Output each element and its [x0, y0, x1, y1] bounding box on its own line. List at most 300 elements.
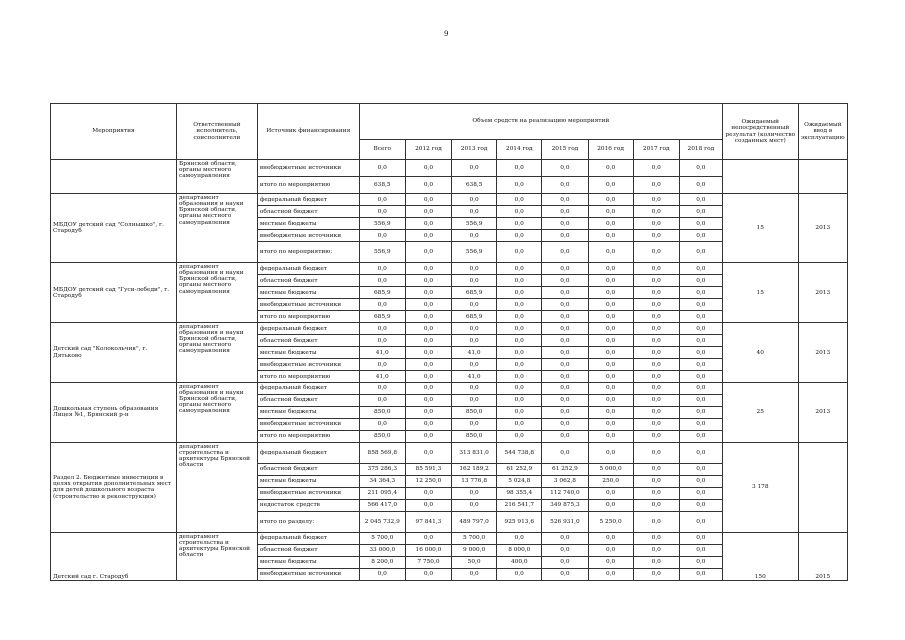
value-cell: 0,0 [405, 323, 451, 335]
event-cell: Детский сад г. Стародуб [51, 532, 177, 580]
value-cell: 0,0 [633, 242, 679, 263]
value-cell: 0,0 [633, 275, 679, 287]
source-cell: внебюджетные источники [257, 568, 359, 580]
value-cell: 0,0 [497, 287, 542, 299]
value-cell: 0,0 [633, 287, 679, 299]
value-cell: 0,0 [588, 160, 633, 177]
header-year-2012: 2012 год [405, 140, 451, 160]
value-cell: 0,0 [588, 177, 633, 194]
value-cell: 0,0 [679, 499, 722, 511]
value-cell: 12 250,0 [405, 475, 451, 487]
value-cell: 0,0 [405, 347, 451, 359]
value-cell: 0,0 [633, 430, 679, 442]
executor-cell: департамент строительства и архитектуры Брянской области [176, 532, 257, 580]
value-cell: 0,0 [497, 335, 542, 347]
header-row-1 [51, 104, 848, 140]
value-cell: 0,0 [405, 442, 451, 463]
value-cell: 544 738,8 [497, 442, 542, 463]
value-cell: 0,0 [405, 206, 451, 218]
header-commissioning: Ожидаемый ввод в эксплуатацию [798, 104, 847, 160]
value-cell: 3 062,8 [542, 475, 588, 487]
value-cell: 0,0 [405, 218, 451, 230]
value-cell: 0,0 [542, 206, 588, 218]
value-cell: 638,5 [452, 177, 497, 194]
value-cell: 0,0 [497, 194, 542, 206]
commissioning-cell: 2013 [798, 263, 847, 323]
value-cell: 526 931,0 [542, 511, 588, 532]
value-cell: 0,0 [679, 335, 722, 347]
value-cell: 0,0 [679, 311, 722, 323]
value-cell: 0,0 [633, 383, 679, 395]
value-cell: 0,0 [405, 407, 451, 419]
commissioning-cell: 2013 [798, 323, 847, 383]
value-cell: 0,0 [359, 418, 405, 430]
result-cell: 150 [722, 532, 798, 580]
value-cell: 349 875,3 [542, 499, 588, 511]
table-row [51, 194, 848, 206]
value-cell: 0,0 [679, 395, 722, 407]
value-cell: 0,0 [679, 532, 722, 544]
value-cell: 0,0 [679, 371, 722, 383]
value-cell: 0,0 [679, 218, 722, 230]
value-cell: 0,0 [588, 371, 633, 383]
value-cell: 0,0 [633, 160, 679, 177]
value-cell: 0,0 [542, 418, 588, 430]
value-cell: 0,0 [497, 242, 542, 263]
value-cell: 0,0 [497, 347, 542, 359]
header-event: Мероприятия [51, 104, 177, 160]
event-cell: Раздел 2. Бюджетные инвестиции в целях открытия дополнительных мест для детей дошкольного возраста (строительство и реконструкция) [51, 442, 177, 532]
header-executor: Ответственный исполнитель, соисполнители [176, 104, 257, 160]
value-cell: 0,0 [588, 532, 633, 544]
value-cell: 0,0 [679, 177, 722, 194]
executor-cell: департамент строительства и архитектуры Брянской области [176, 442, 257, 532]
value-cell: 0,0 [588, 568, 633, 580]
value-cell: 5 250,0 [588, 511, 633, 532]
value-cell: 13 776,8 [452, 475, 497, 487]
value-cell: 685,9 [359, 311, 405, 323]
value-cell: 216 541,7 [497, 499, 542, 511]
value-cell: 0,0 [633, 544, 679, 556]
value-cell: 0,0 [497, 323, 542, 335]
value-cell: 34 364,3 [359, 475, 405, 487]
event-cell: МБДОУ детский сад "Гуси-лебеди", г. Стародуб [51, 263, 177, 323]
source-cell: местные бюджеты [257, 287, 359, 299]
event-cell: МБДОУ детский сад "Солнышко", г. Стародуб [51, 194, 177, 263]
value-cell: 0,0 [679, 160, 722, 177]
value-cell: 41,0 [452, 347, 497, 359]
value-cell: 0,0 [359, 323, 405, 335]
value-cell: 0,0 [588, 359, 633, 371]
value-cell: 0,0 [497, 418, 542, 430]
value-cell: 0,0 [542, 194, 588, 206]
value-cell: 0,0 [359, 206, 405, 218]
value-cell: 0,0 [679, 430, 722, 442]
value-cell: 0,0 [633, 218, 679, 230]
value-cell: 375 286,3 [359, 463, 405, 475]
value-cell: 85 591,3 [405, 463, 451, 475]
table-row [51, 263, 848, 275]
source-cell: итого по мероприятию [257, 177, 359, 194]
value-cell: 0,0 [542, 160, 588, 177]
value-cell: 0,0 [633, 407, 679, 419]
value-cell: 0,0 [588, 418, 633, 430]
value-cell: 0,0 [405, 568, 451, 580]
value-cell: 41,0 [452, 371, 497, 383]
table-row [51, 442, 848, 463]
result-cell [722, 160, 798, 194]
value-cell: 0,0 [405, 177, 451, 194]
value-cell: 0,0 [633, 418, 679, 430]
value-cell: 0,0 [679, 275, 722, 287]
value-cell: 0,0 [542, 299, 588, 311]
source-cell: итого по мероприятию [257, 371, 359, 383]
value-cell: 0,0 [633, 359, 679, 371]
value-cell: 685,9 [359, 287, 405, 299]
source-cell: местные бюджеты [257, 475, 359, 487]
value-cell: 0,0 [588, 347, 633, 359]
value-cell: 5 000,0 [588, 463, 633, 475]
value-cell: 0,0 [633, 568, 679, 580]
value-cell: 0,0 [679, 347, 722, 359]
value-cell: 925 913,6 [497, 511, 542, 532]
source-cell: местные бюджеты [257, 556, 359, 568]
commissioning-cell: 2013 [798, 383, 847, 443]
header-funds: Объем средств на реализацию мероприятий [359, 104, 722, 140]
value-cell: 0,0 [359, 275, 405, 287]
table-row [51, 160, 848, 177]
value-cell: 0,0 [633, 206, 679, 218]
value-cell: 41,0 [359, 371, 405, 383]
value-cell: 0,0 [633, 499, 679, 511]
value-cell: 0,0 [588, 383, 633, 395]
value-cell: 0,0 [588, 335, 633, 347]
value-cell: 0,0 [542, 532, 588, 544]
value-cell: 0,0 [359, 194, 405, 206]
value-cell: 0,0 [588, 442, 633, 463]
executor-cell: департамент образования и науки Брянской области, органы местного самоуправления [176, 323, 257, 383]
value-cell: 0,0 [452, 323, 497, 335]
source-cell: итого по разделу: [257, 511, 359, 532]
source-cell: областной бюджет [257, 206, 359, 218]
value-cell: 0,0 [588, 323, 633, 335]
value-cell: 0,0 [679, 511, 722, 532]
source-cell: федеральный бюджет [257, 323, 359, 335]
value-cell: 0,0 [542, 335, 588, 347]
source-cell: федеральный бюджет [257, 194, 359, 206]
value-cell: 0,0 [405, 287, 451, 299]
source-cell: областной бюджет [257, 275, 359, 287]
value-cell: 162 189,2 [452, 463, 497, 475]
value-cell: 0,0 [588, 544, 633, 556]
value-cell: 685,9 [452, 311, 497, 323]
value-cell: 0,0 [359, 359, 405, 371]
value-cell: 0,0 [452, 499, 497, 511]
value-cell: 0,0 [588, 487, 633, 499]
value-cell: 41,0 [359, 347, 405, 359]
value-cell: 0,0 [405, 242, 451, 263]
value-cell: 400,0 [497, 556, 542, 568]
value-cell: 638,5 [359, 177, 405, 194]
value-cell: 0,0 [497, 177, 542, 194]
value-cell: 0,0 [633, 442, 679, 463]
value-cell: 0,0 [542, 395, 588, 407]
value-cell: 0,0 [359, 335, 405, 347]
value-cell: 858 569,8 [359, 442, 405, 463]
value-cell: 0,0 [679, 383, 722, 395]
value-cell: 0,0 [497, 206, 542, 218]
table-row [51, 383, 848, 395]
event-cell: Дошкольная ступень образования Лицея №1, Брянский р-н [51, 383, 177, 443]
value-cell: 556,9 [452, 242, 497, 263]
value-cell: 0,0 [588, 499, 633, 511]
value-cell: 98 355,4 [497, 487, 542, 499]
value-cell: 0,0 [679, 359, 722, 371]
value-cell: 0,0 [542, 311, 588, 323]
page-number: 9 [444, 30, 449, 38]
source-cell: местные бюджеты [257, 218, 359, 230]
value-cell: 33 000,0 [359, 544, 405, 556]
value-cell: 0,0 [497, 218, 542, 230]
value-cell: 0,0 [679, 194, 722, 206]
value-cell: 5 700,0 [452, 532, 497, 544]
value-cell: 0,0 [633, 556, 679, 568]
value-cell: 313 831,0 [452, 442, 497, 463]
value-cell: 8 200,0 [359, 556, 405, 568]
value-cell: 0,0 [588, 430, 633, 442]
value-cell: 0,0 [679, 299, 722, 311]
value-cell: 0,0 [497, 430, 542, 442]
source-cell: внебюджетные источники [257, 230, 359, 242]
value-cell: 0,0 [405, 194, 451, 206]
value-cell: 0,0 [588, 230, 633, 242]
value-cell: 0,0 [405, 230, 451, 242]
source-cell: местные бюджеты [257, 407, 359, 419]
value-cell: 0,0 [405, 430, 451, 442]
value-cell: 0,0 [405, 359, 451, 371]
value-cell: 0,0 [405, 383, 451, 395]
value-cell: 0,0 [497, 160, 542, 177]
value-cell: 0,0 [359, 263, 405, 275]
value-cell: 0,0 [497, 299, 542, 311]
value-cell: 556,9 [452, 218, 497, 230]
value-cell: 0,0 [542, 383, 588, 395]
value-cell: 0,0 [542, 556, 588, 568]
value-cell: 0,0 [452, 568, 497, 580]
value-cell: 0,0 [679, 544, 722, 556]
value-cell: 0,0 [497, 371, 542, 383]
value-cell: 0,0 [359, 299, 405, 311]
value-cell: 0,0 [542, 275, 588, 287]
value-cell: 850,0 [452, 407, 497, 419]
source-cell: итого по мероприятию [257, 311, 359, 323]
value-cell: 0,0 [679, 242, 722, 263]
value-cell: 0,0 [452, 230, 497, 242]
value-cell: 250,0 [588, 475, 633, 487]
result-cell: 15 [722, 263, 798, 323]
value-cell: 0,0 [359, 395, 405, 407]
value-cell: 211 095,4 [359, 487, 405, 499]
value-cell: 0,0 [588, 194, 633, 206]
value-cell: 0,0 [405, 275, 451, 287]
value-cell: 0,0 [359, 383, 405, 395]
value-cell: 0,0 [452, 383, 497, 395]
value-cell: 50,0 [452, 556, 497, 568]
value-cell: 61 252,9 [542, 463, 588, 475]
value-cell: 0,0 [497, 568, 542, 580]
commissioning-cell [798, 160, 847, 194]
value-cell: 0,0 [633, 177, 679, 194]
value-cell: 566 417,0 [359, 499, 405, 511]
value-cell: 0,0 [359, 160, 405, 177]
value-cell: 0,0 [405, 532, 451, 544]
commissioning-cell: 2013 [798, 194, 847, 263]
source-cell: федеральный бюджет [257, 442, 359, 463]
value-cell: 556,9 [359, 242, 405, 263]
value-cell: 0,0 [588, 395, 633, 407]
value-cell: 112 740,0 [542, 487, 588, 499]
value-cell: 0,0 [633, 263, 679, 275]
source-cell: внебюджетные источники [257, 487, 359, 499]
value-cell: 0,0 [588, 287, 633, 299]
value-cell: 0,0 [633, 347, 679, 359]
header-year-2014: 2014 год [497, 140, 542, 160]
value-cell: 0,0 [679, 230, 722, 242]
value-cell: 0,0 [497, 407, 542, 419]
value-cell: 0,0 [452, 194, 497, 206]
value-cell: 850,0 [359, 430, 405, 442]
header-year-2017: 2017 год [633, 140, 679, 160]
value-cell: 0,0 [542, 544, 588, 556]
value-cell: 0,0 [405, 487, 451, 499]
value-cell: 0,0 [633, 511, 679, 532]
header-year-total: Всего [359, 140, 405, 160]
value-cell: 0,0 [405, 395, 451, 407]
value-cell: 0,0 [359, 568, 405, 580]
value-cell: 0,0 [405, 335, 451, 347]
value-cell: 0,0 [588, 206, 633, 218]
value-cell: 0,0 [679, 475, 722, 487]
value-cell: 0,0 [679, 206, 722, 218]
value-cell: 0,0 [542, 218, 588, 230]
source-cell: федеральный бюджет [257, 532, 359, 544]
value-cell: 850,0 [359, 407, 405, 419]
value-cell: 0,0 [633, 323, 679, 335]
value-cell: 0,0 [679, 287, 722, 299]
value-cell: 0,0 [633, 299, 679, 311]
value-cell: 0,0 [588, 242, 633, 263]
executor-cell: департамент образования и науки Брянской области, органы местного самоуправления [176, 194, 257, 263]
value-cell: 0,0 [542, 263, 588, 275]
result-cell: 25 [722, 383, 798, 443]
value-cell: 0,0 [452, 359, 497, 371]
value-cell: 0,0 [679, 568, 722, 580]
value-cell: 0,0 [588, 275, 633, 287]
source-cell: внебюджетные источники [257, 160, 359, 177]
result-cell: 3 178 [722, 442, 798, 532]
value-cell: 0,0 [633, 395, 679, 407]
source-cell: федеральный бюджет [257, 263, 359, 275]
value-cell: 0,0 [452, 418, 497, 430]
value-cell: 0,0 [679, 463, 722, 475]
commissioning-cell: 2015 [798, 532, 847, 580]
value-cell: 0,0 [497, 275, 542, 287]
value-cell: 0,0 [497, 311, 542, 323]
value-cell: 8 000,0 [497, 544, 542, 556]
value-cell: 2 045 732,9 [359, 511, 405, 532]
executor-cell: Брянской области, органы местного самоуправления [176, 160, 257, 194]
value-cell: 9 000,0 [452, 544, 497, 556]
value-cell: 0,0 [497, 359, 542, 371]
value-cell: 0,0 [542, 230, 588, 242]
value-cell: 0,0 [633, 475, 679, 487]
event-cell [51, 160, 177, 194]
value-cell: 489 797,0 [452, 511, 497, 532]
source-cell: внебюджетные источники [257, 418, 359, 430]
value-cell: 0,0 [542, 430, 588, 442]
value-cell: 0,0 [405, 311, 451, 323]
value-cell: 0,0 [405, 371, 451, 383]
value-cell: 61 252,9 [497, 463, 542, 475]
value-cell: 0,0 [633, 335, 679, 347]
value-cell: 0,0 [679, 487, 722, 499]
value-cell: 0,0 [452, 299, 497, 311]
value-cell: 0,0 [405, 263, 451, 275]
source-cell: областной бюджет [257, 395, 359, 407]
source-cell: итого по мероприятию: [257, 242, 359, 263]
source-cell: областной бюджет [257, 544, 359, 556]
value-cell: 0,0 [497, 395, 542, 407]
value-cell: 0,0 [452, 263, 497, 275]
header-year-2013: 2013 год [452, 140, 497, 160]
value-cell: 97 841,3 [405, 511, 451, 532]
value-cell: 0,0 [633, 371, 679, 383]
value-cell: 685,9 [452, 287, 497, 299]
value-cell: 0,0 [542, 407, 588, 419]
result-cell: 40 [722, 323, 798, 383]
value-cell: 0,0 [588, 311, 633, 323]
value-cell: 0,0 [633, 487, 679, 499]
value-cell: 850,0 [452, 430, 497, 442]
source-cell: внебюджетные источники [257, 359, 359, 371]
value-cell: 5 700,0 [359, 532, 405, 544]
table-row [51, 532, 848, 544]
result-cell: 15 [722, 194, 798, 263]
header-result: Ожидаемый непосредственный результат (количество созданных мест) [722, 104, 798, 160]
header-year-2015: 2015 год [542, 140, 588, 160]
value-cell: 0,0 [405, 299, 451, 311]
budget-table [50, 103, 848, 581]
value-cell: 0,0 [588, 556, 633, 568]
value-cell: 7 750,0 [405, 556, 451, 568]
header-year-2018: 2018 год [679, 140, 722, 160]
value-cell: 0,0 [542, 442, 588, 463]
source-cell: недостаток средств [257, 499, 359, 511]
value-cell: 0,0 [588, 263, 633, 275]
value-cell: 0,0 [542, 287, 588, 299]
value-cell: 0,0 [542, 359, 588, 371]
value-cell: 0,0 [633, 532, 679, 544]
executor-cell: департамент образования и науки Брянской области, органы местного самоуправления [176, 383, 257, 443]
value-cell: 0,0 [542, 323, 588, 335]
value-cell: 0,0 [679, 323, 722, 335]
value-cell: 0,0 [405, 418, 451, 430]
value-cell: 0,0 [452, 206, 497, 218]
value-cell: 556,9 [359, 218, 405, 230]
value-cell: 0,0 [497, 383, 542, 395]
value-cell: 0,0 [497, 263, 542, 275]
value-cell: 0,0 [497, 230, 542, 242]
